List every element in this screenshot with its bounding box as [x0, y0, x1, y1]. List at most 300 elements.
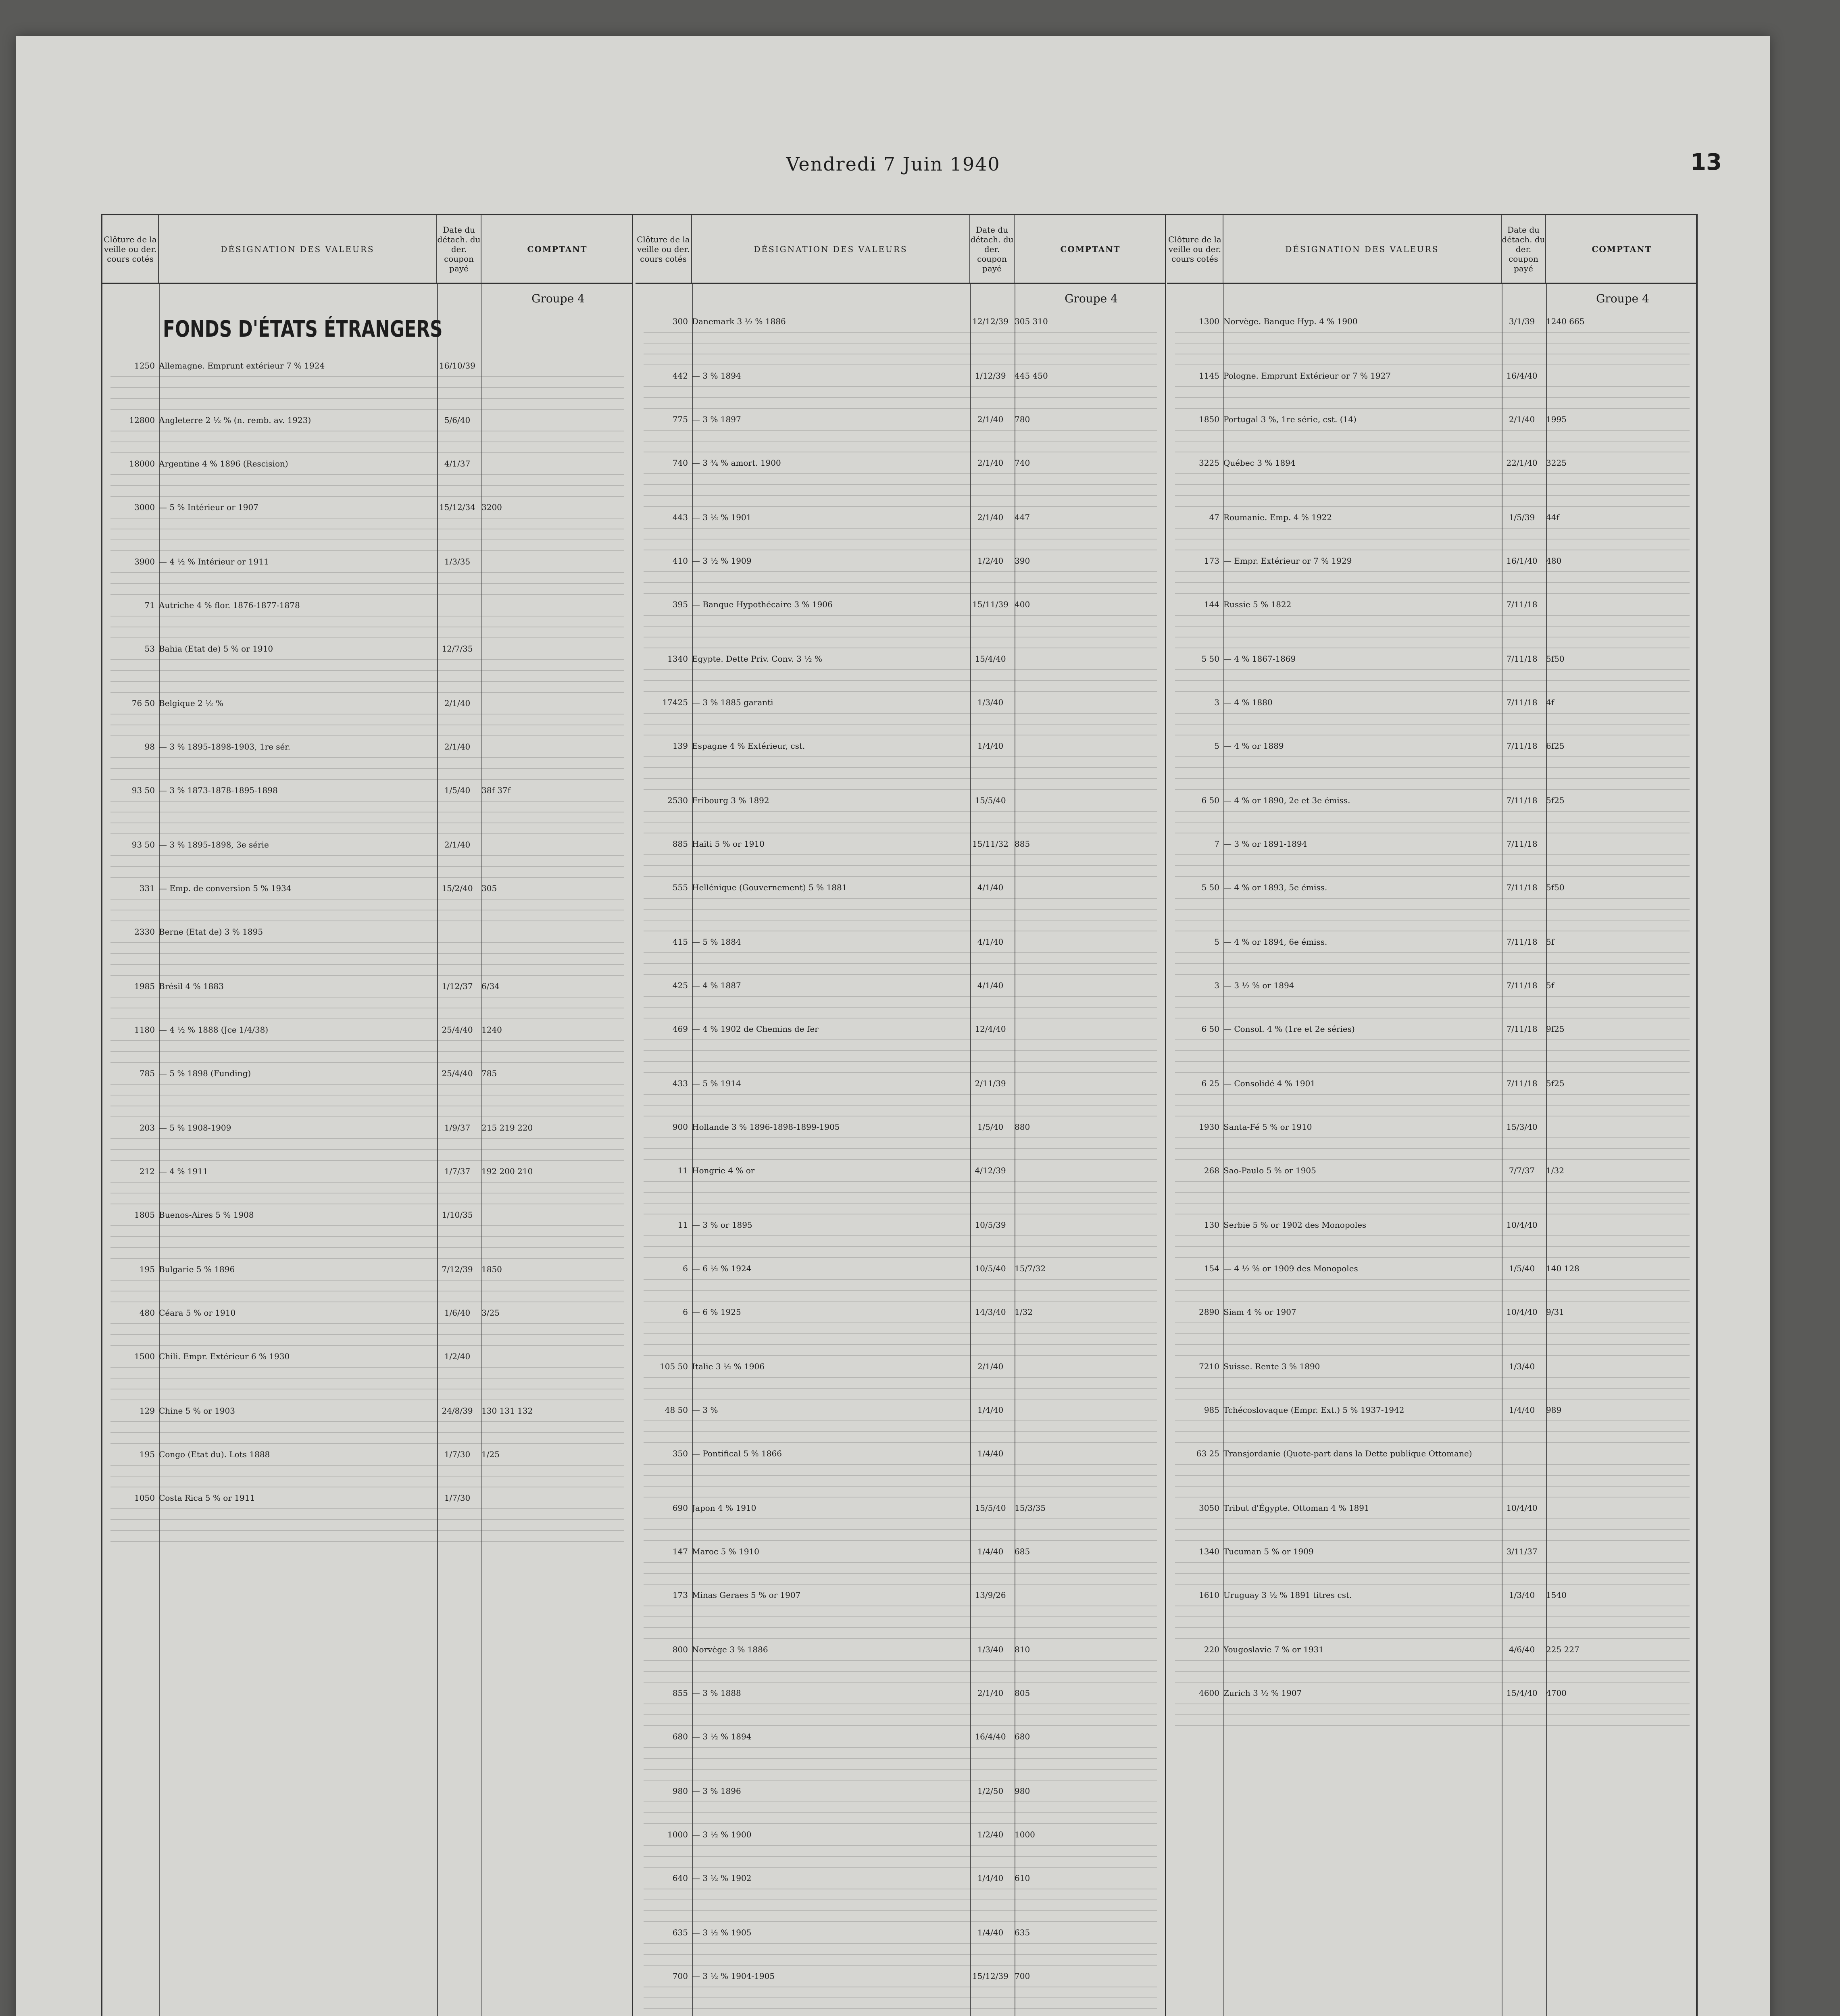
continuation-lines	[110, 513, 624, 556]
cloture-value: 442	[672, 371, 688, 381]
security-name: — 4 % or 1893, 5e émiss.	[1223, 883, 1327, 892]
continuation-lines	[1175, 1176, 1690, 1220]
table-row	[110, 1351, 624, 1362]
comptant-price	[1546, 599, 1683, 610]
security-name: Tchécoslovaque (Empr. Ext.) 5 % 1937-1942	[1223, 1405, 1404, 1415]
continuation-lines	[644, 1176, 1157, 1220]
groupe-label: Groupe 4	[531, 292, 585, 305]
coupon-date	[437, 600, 477, 611]
comptant-price: 4f	[1546, 698, 1555, 707]
table-row	[644, 1590, 1157, 1601]
continuation-lines	[1175, 991, 1690, 1024]
cloture-value: 47	[1209, 512, 1219, 522]
continuation-lines	[1175, 752, 1690, 795]
comptant-price: 140 128	[1546, 1264, 1580, 1273]
coupon-date: 7/11/18	[1506, 796, 1538, 805]
table-row	[1175, 1024, 1690, 1035]
cloture-value: 700	[672, 1971, 688, 1981]
security-name: — 4 % or 1889	[1223, 741, 1284, 751]
security-name: Angleterre 2 ½ % (n. remb. av. 1923)	[159, 415, 311, 425]
table-row	[110, 1406, 624, 1416]
cloture-value: 425	[672, 981, 688, 990]
security-name: Céara 5 % or 1910	[159, 1308, 236, 1318]
header-cloture: Clôture de la veille ou der. cours cotés	[636, 215, 692, 283]
newspaper-page	[16, 36, 1770, 2016]
continuation-lines	[1175, 664, 1690, 697]
cloture-value: 17425	[662, 698, 688, 707]
continuation-lines	[644, 1459, 1157, 1503]
table-row	[1175, 371, 1690, 381]
table-row	[644, 654, 1157, 664]
coupon-date: 12/12/39	[972, 317, 1009, 326]
coupon-date: 1/7/30	[444, 1493, 471, 1503]
cloture-value: 469	[672, 1024, 688, 1034]
comptant-price: 1000	[1015, 1830, 1035, 1839]
security-name: — 3 % 1896	[692, 1786, 741, 1796]
security-name: Norvège 3 % 1886	[692, 1645, 768, 1654]
cloture-value: 1610	[1199, 1590, 1219, 1600]
table-row	[1175, 1307, 1690, 1318]
cloture-value: 640	[672, 1873, 688, 1883]
coupon-date: 1/5/39	[1509, 512, 1535, 522]
coupon-date: 16/4/40	[975, 1732, 1006, 1741]
coupon-date: 15/4/40	[975, 654, 1006, 664]
coupon-date: 7/7/37	[1509, 1166, 1535, 1175]
cloture-value: 395	[672, 600, 688, 609]
comptant-price	[1546, 1361, 1683, 1372]
security-name: Suisse. Rente 3 % 1890	[1223, 1362, 1320, 1371]
continuation-lines	[1175, 806, 1690, 839]
cloture-value: 415	[672, 937, 688, 947]
continuation-lines	[1175, 1601, 1690, 1644]
table-row	[644, 1644, 1157, 1655]
table-row	[1175, 599, 1690, 610]
comptant-price: 885	[1015, 839, 1030, 849]
security-name: — Consolidé 4 % 1901	[1223, 1079, 1316, 1088]
comptant-price: 5f	[1546, 937, 1555, 947]
continuation-lines	[110, 1362, 624, 1406]
continuation-lines	[644, 1089, 1157, 1122]
security-name: — 5 % Intérieur or 1907	[159, 502, 258, 512]
comptant-price	[481, 556, 619, 567]
table-row	[644, 741, 1157, 752]
cloture-value: 53	[144, 644, 155, 654]
table-row	[1175, 697, 1690, 708]
cloture-value: 3	[1214, 981, 1219, 990]
comptant-price: 1540	[1546, 1590, 1567, 1600]
security-name: — 4 % 1880	[1223, 698, 1273, 707]
header-comptant: COMPTANT	[1060, 244, 1121, 254]
coupon-date: 15/3/40	[1506, 1122, 1538, 1132]
coupon-date: 10/5/40	[975, 1264, 1006, 1273]
cloture-value: 443	[672, 512, 688, 522]
coupon-date: 7/11/18	[1506, 883, 1538, 892]
table-row	[644, 1220, 1157, 1231]
coupon-date: 2/1/40	[1509, 414, 1535, 424]
table-row	[644, 1927, 1157, 1938]
continuation-lines	[644, 327, 1157, 371]
comptant-price: 6/34	[481, 981, 500, 991]
comptant-price: 15/7/32	[1015, 1264, 1046, 1273]
table-row	[1175, 1263, 1690, 1274]
comptant-price	[481, 927, 619, 937]
coupon-date: 1/5/40	[977, 1122, 1004, 1132]
header-cloture: Clôture de la veille ou der. cours cotés	[102, 215, 159, 283]
table-row	[1175, 1644, 1690, 1655]
continuation-lines	[1175, 1459, 1690, 1503]
comptant-price: 5f	[1546, 981, 1555, 990]
cloture-value: 5 50	[1201, 883, 1219, 892]
column-block-middle	[636, 215, 1166, 2016]
table-row	[644, 1971, 1157, 1982]
continuation-lines	[644, 948, 1157, 980]
security-name: Italie 3 ½ % 1906	[692, 1362, 765, 1371]
comptant-price: 1/32	[1546, 1166, 1564, 1175]
continuation-lines	[1175, 381, 1690, 414]
continuation-lines	[1175, 523, 1690, 556]
cloture-value: 7	[1214, 839, 1219, 849]
coupon-date	[1502, 1448, 1542, 1459]
table-row	[110, 1449, 624, 1460]
table-row	[110, 360, 624, 371]
cloture-value: 1930	[1199, 1122, 1219, 1132]
coupon-date: 1/12/37	[442, 981, 473, 991]
coupon-date: 1/9/37	[444, 1123, 471, 1133]
coupon-date: 16/1/40	[1506, 556, 1538, 566]
coupon-date: 2/1/40	[977, 1362, 1004, 1371]
entry-list	[110, 360, 624, 1547]
coupon-date: 1/4/40	[977, 1449, 1004, 1458]
comptant-price	[1015, 1165, 1152, 1176]
table-row	[1175, 1503, 1690, 1514]
coupon-date: 2/1/40	[444, 698, 471, 708]
security-name: — Consol. 4 % (1re et 2e séries)	[1223, 1024, 1355, 1034]
continuation-lines	[1175, 1557, 1690, 1590]
table-row	[110, 1068, 624, 1079]
security-name: — 3 ½ % or 1894	[1223, 981, 1294, 990]
cloture-value: 980	[672, 1786, 688, 1796]
coupon-date: 1/2/40	[444, 1352, 471, 1361]
coupon-date: 4/1/37	[444, 459, 471, 469]
comptant-price: 980	[1015, 1786, 1030, 1796]
table-row	[110, 1210, 624, 1220]
table-row	[1175, 458, 1690, 469]
coupon-date: 1/7/30	[444, 1450, 471, 1459]
table-row	[1175, 1688, 1690, 1699]
continuation-lines	[644, 1231, 1157, 1263]
table-row	[1175, 1448, 1690, 1459]
table-row	[1175, 654, 1690, 664]
continuation-lines	[110, 1133, 624, 1166]
coupon-date: 10/5/39	[975, 1220, 1006, 1230]
cloture-value: 1340	[1199, 1547, 1219, 1556]
cloture-value: 93 50	[131, 785, 155, 795]
cloture-value: 433	[672, 1079, 688, 1088]
table-row	[110, 1123, 624, 1133]
cloture-value: 800	[672, 1645, 688, 1654]
coupon-date: 7/11/18	[1506, 981, 1538, 990]
security-name: — Pontifical 5 % 1866	[692, 1449, 782, 1458]
continuation-lines	[644, 1797, 1157, 1829]
cloture-value: 6 25	[1201, 1079, 1219, 1088]
comptant-price: 3/25	[481, 1308, 500, 1318]
coupon-date: 4/1/40	[977, 883, 1004, 892]
groupe-label: Groupe 4	[1596, 292, 1649, 305]
comptant-price: 1850	[481, 1264, 502, 1274]
comptant-price: 445 450	[1015, 371, 1048, 381]
security-name: Autriche 4 % flor. 1876-1877-1878	[159, 600, 300, 610]
table-row	[644, 697, 1157, 708]
comptant-price: 15/3/35	[1015, 1503, 1046, 1513]
cloture-value: 220	[1204, 1645, 1219, 1654]
section-title: FONDS D'ÉTATS ÉTRANGERS	[163, 316, 443, 342]
security-name: — 4 % 1911	[159, 1166, 208, 1176]
table-row	[1175, 980, 1690, 991]
cloture-value: 300	[672, 317, 688, 326]
column-header	[102, 215, 632, 284]
coupon-date: 4/12/39	[975, 1166, 1006, 1175]
coupon-date: 1/3/40	[977, 698, 1004, 707]
security-name: Hellénique (Gouvernement) 5 % 1881	[692, 883, 847, 892]
table-row	[1175, 882, 1690, 893]
coupon-date: 4/1/40	[977, 981, 1004, 990]
table-row	[110, 1166, 624, 1177]
security-name: — 3 % or 1891-1894	[1223, 839, 1307, 849]
coupon-date: 12/4/40	[975, 1024, 1006, 1034]
continuation-lines	[644, 806, 1157, 839]
coupon-date: 7/12/39	[442, 1264, 473, 1274]
security-name: Serbie 5 % or 1902 des Monopoles	[1223, 1220, 1367, 1230]
cloture-value: 18000	[129, 459, 155, 469]
cloture-value: 1050	[134, 1493, 155, 1503]
comptant-price	[1015, 1361, 1152, 1372]
table-row	[110, 600, 624, 611]
security-name: Portugal 3 %, 1re série, cst. (14)	[1223, 414, 1357, 424]
table-row	[644, 1122, 1157, 1133]
comptant-price	[481, 415, 619, 426]
security-name: — 5 % 1908-1909	[159, 1123, 231, 1133]
comptant-price: 635	[1015, 1928, 1030, 1937]
comptant-price	[481, 360, 619, 371]
security-name: Costa Rica 5 % or 1911	[159, 1493, 255, 1503]
table-row	[1175, 795, 1690, 806]
comptant-price: 215 219 220	[481, 1123, 533, 1133]
security-name: Haïti 5 % or 1910	[692, 839, 765, 849]
comptant-price	[1015, 654, 1152, 664]
coupon-date: 1/4/40	[977, 1405, 1004, 1415]
table-row	[1175, 1078, 1690, 1089]
cloture-value: 885	[672, 839, 688, 849]
cloture-value: 1805	[134, 1210, 155, 1220]
cloture-value: 775	[672, 414, 688, 424]
continuation-lines	[644, 566, 1157, 599]
column-header	[1167, 215, 1698, 284]
continuation-lines	[644, 469, 1157, 512]
page-header	[16, 145, 1770, 194]
security-name: Siam 4 % or 1907	[1223, 1307, 1296, 1317]
cloture-value: 555	[672, 883, 688, 892]
comptant-price: 989	[1546, 1405, 1562, 1415]
coupon-date: 1/2/40	[977, 1830, 1004, 1839]
comptant-price	[1015, 937, 1152, 948]
coupon-date: 7/11/18	[1506, 741, 1538, 751]
cloture-value: 3900	[134, 557, 155, 566]
coupon-date: 3/1/39	[1509, 317, 1535, 326]
security-name: — 4 % or 1890, 2e et 3e émiss.	[1223, 796, 1350, 805]
security-name: — 3 %	[692, 1405, 718, 1415]
comptant-price	[1015, 1078, 1152, 1089]
security-name: — 5 % 1914	[692, 1079, 741, 1088]
coupon-date: 1/4/40	[1509, 1405, 1535, 1415]
table-row	[644, 839, 1157, 850]
continuation-lines	[644, 850, 1157, 882]
continuation-lines	[644, 1133, 1157, 1165]
coupon-date: 1/12/39	[975, 371, 1006, 381]
cloture-value: 2330	[134, 927, 155, 937]
comptant-price	[1015, 1590, 1152, 1601]
cloture-value: 1500	[134, 1352, 155, 1361]
comptant-price	[1546, 1546, 1683, 1557]
table-row	[644, 1405, 1157, 1416]
comptant-price: 9/31	[1546, 1307, 1564, 1317]
security-name: Espagne 4 % Extérieur, cst.	[692, 741, 805, 751]
coupon-date: 10/4/40	[1506, 1307, 1538, 1317]
table-row	[110, 981, 624, 992]
table-row	[110, 741, 624, 752]
cloture-value: 900	[672, 1122, 688, 1132]
security-name: Brésil 4 % 1883	[159, 981, 224, 991]
cloture-value: 635	[672, 1928, 688, 1937]
cloture-value: 6 50	[1201, 1024, 1219, 1034]
table-row	[110, 644, 624, 654]
table-row	[1175, 512, 1690, 523]
comptant-price: 3225	[1546, 458, 1567, 468]
continuation-lines	[644, 1557, 1157, 1590]
security-name: Belgique 2 ½ %	[159, 698, 223, 708]
table-row	[644, 1546, 1157, 1557]
coupon-date: 1/4/40	[977, 1873, 1004, 1883]
continuation-lines	[644, 1514, 1157, 1546]
table-row	[644, 1165, 1157, 1176]
page-number: 13	[1690, 149, 1722, 175]
security-name: — 5 % 1884	[692, 937, 741, 947]
security-name: Maroc 5 % 1910	[692, 1547, 759, 1556]
coupon-date: 16/10/39	[439, 361, 475, 371]
coupon-date: 7/11/18	[1506, 937, 1538, 947]
table-row	[1175, 1405, 1690, 1416]
coupon-date	[437, 927, 477, 937]
table-row	[644, 458, 1157, 469]
security-name: — 3 ½ % 1904-1905	[692, 1971, 775, 1981]
security-name: Pologne. Emprunt Extérieur or 7 % 1927	[1223, 371, 1391, 381]
security-name: — 3 ¾ % amort. 1900	[692, 458, 781, 468]
table-row	[1175, 1165, 1690, 1176]
comptant-price	[481, 698, 619, 709]
column-block-left	[102, 215, 633, 2016]
table-row	[1175, 937, 1690, 948]
table-row	[644, 1829, 1157, 1840]
security-name: Sao-Paulo 5 % or 1905	[1223, 1166, 1316, 1175]
table-row	[110, 927, 624, 937]
coupon-date: 22/1/40	[1506, 458, 1538, 468]
coupon-date: 7/11/18	[1506, 1024, 1538, 1034]
comptant-price: 5f25	[1546, 1079, 1565, 1088]
table-row	[644, 882, 1157, 893]
security-name: — 5 % 1898 (Funding)	[159, 1068, 251, 1078]
table-row	[644, 1448, 1157, 1459]
cloture-value: 3000	[134, 502, 155, 512]
table-row	[1175, 1590, 1690, 1601]
coupon-date: 15/11/39	[972, 600, 1009, 609]
coupon-date: 4/6/40	[1509, 1645, 1535, 1654]
security-name: — 3 % 1873-1878-1895-1898	[159, 785, 278, 795]
coupon-date: 4/1/40	[977, 937, 1004, 947]
coupon-date: 2/1/40	[444, 840, 471, 850]
security-name: — 4 ½ % or 1909 des Monopoles	[1223, 1264, 1358, 1273]
comptant-price: 1995	[1546, 414, 1567, 424]
coupon-date: 14/3/40	[975, 1307, 1006, 1317]
continuation-lines	[110, 1035, 624, 1068]
continuation-lines	[1175, 425, 1690, 458]
security-name: Egypte. Dette Priv. Conv. 3 ½ %	[692, 654, 822, 664]
table-row	[110, 698, 624, 709]
coupon-date: 7/11/18	[1506, 698, 1538, 707]
cloture-value: 680	[672, 1732, 688, 1741]
security-name: — 3 % 1897	[692, 414, 741, 424]
security-name: — 3 ½ % 1905	[692, 1928, 752, 1937]
security-name: Chine 5 % or 1903	[159, 1406, 235, 1416]
comptant-price: 700	[1015, 1971, 1030, 1981]
cloture-value: 5	[1214, 937, 1219, 947]
header-designation: DÉSIGNATION DES VALEURS	[692, 215, 970, 283]
continuation-lines	[1175, 566, 1690, 599]
security-name: — 4 % or 1894, 6e émiss.	[1223, 937, 1327, 947]
comptant-price: 5f25	[1546, 796, 1565, 805]
coupon-date: 7/11/18	[1506, 1079, 1538, 1088]
table-row	[644, 316, 1157, 327]
continuation-lines	[644, 1742, 1157, 1786]
table-row	[110, 1025, 624, 1035]
continuation-lines	[644, 1274, 1157, 1307]
continuation-lines	[110, 850, 624, 883]
comptant-price: 130 131 132	[481, 1406, 533, 1416]
comptant-price: 5f50	[1546, 883, 1565, 892]
cloture-value: 6	[683, 1307, 688, 1317]
comptant-price: 447	[1015, 512, 1030, 522]
comptant-price	[481, 600, 619, 611]
security-name: — 3 ½ % 1900	[692, 1830, 752, 1839]
security-name: — 3 % 1895-1898, 3e série	[159, 840, 269, 850]
cloture-value: 2890	[1199, 1307, 1219, 1317]
cloture-value: 350	[672, 1449, 688, 1458]
cloture-value: 93 50	[131, 840, 155, 850]
security-name: Buenos-Aires 5 % 1908	[159, 1210, 254, 1220]
quotation-table	[101, 214, 1698, 2016]
comptant-price	[1546, 1503, 1683, 1514]
continuation-lines	[110, 1220, 624, 1264]
coupon-date: 1/2/50	[977, 1786, 1004, 1796]
cloture-value: 154	[1204, 1264, 1219, 1273]
continuation-lines	[644, 610, 1157, 654]
coupon-date: 1/5/40	[1509, 1264, 1535, 1273]
coupon-date: 25/4/40	[442, 1068, 473, 1078]
security-name: — 3 ½ % 1901	[692, 512, 752, 522]
table-row	[1175, 1220, 1690, 1231]
header-date-detach: Date du détach. du der. coupon payé	[437, 215, 481, 283]
comptant-price: 5f50	[1546, 654, 1565, 664]
coupon-date: 7/11/18	[1506, 654, 1538, 664]
security-name: — 3 % 1888	[692, 1688, 741, 1698]
